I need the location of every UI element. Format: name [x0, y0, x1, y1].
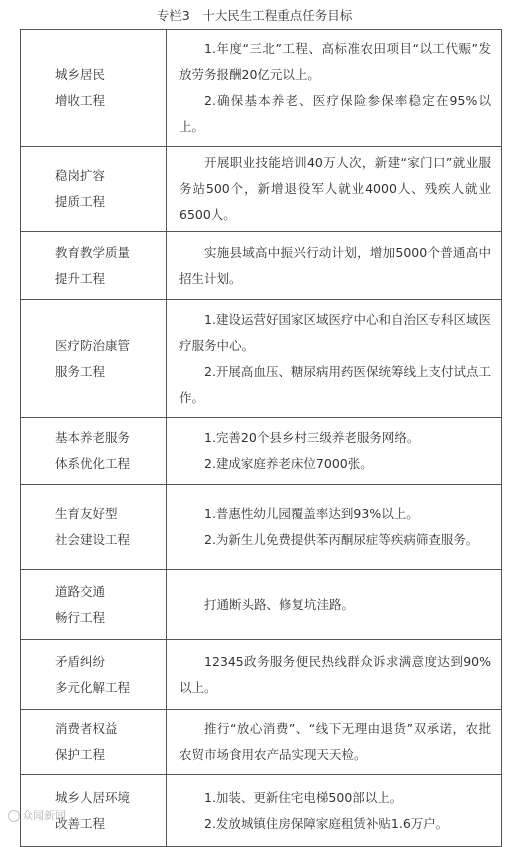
project-name-cell	[21, 640, 167, 710]
project-name-line: 改善工程	[55, 815, 106, 831]
task-target-text: 推行“放心消费”、“线下无理由退货”双承诺，农批农贸市场食用农产品实现天天检。	[179, 721, 491, 762]
table-row	[21, 570, 502, 640]
project-name-line: 提质工程	[55, 194, 106, 209]
watermark-text: 众闻新闻	[22, 809, 66, 822]
project-name-cell	[21, 710, 167, 775]
task-target-text: 2.发放城镇住房保障家庭租赁补贴1.6万户。	[204, 815, 449, 831]
project-name-line: 教育教学质量	[55, 244, 131, 260]
project-name-line: 矛盾纠纷	[55, 653, 106, 669]
table-row	[21, 30, 502, 147]
task-target-text: 2.为新生儿免费提供苯丙酮尿症等疾病筛查服务。	[204, 532, 479, 547]
project-name-line: 体系优化工程	[55, 456, 131, 471]
project-name-line: 稳岗扩容	[55, 168, 106, 183]
task-target-text: 打通断头路、修复坑洼路。	[204, 596, 355, 612]
watermark-logo-icon	[8, 810, 20, 822]
project-name-cell	[21, 232, 167, 300]
task-target-cell	[167, 30, 502, 147]
project-name-cell	[21, 485, 167, 570]
task-target-cell	[167, 418, 502, 485]
table-row	[21, 300, 502, 418]
task-target-text: 实施县域高中振兴行动计划，增加5000个普通高中招生计划。	[179, 244, 491, 286]
task-target-text: 开展职业技能培训40万人次，新建“家门口”就业服务站500个，新增退役军人就业4000人、残疾人就业6500人。	[179, 155, 491, 222]
task-table-body	[21, 30, 502, 847]
task-target-text: 1.建设运营好国家区域医疗中心和自治区专科区域医疗服务中心。	[179, 311, 491, 353]
task-target-text: 1.普惠性幼儿园覆盖率达到93%以上。	[204, 506, 419, 521]
project-name-line: 城乡居民	[55, 67, 106, 82]
task-target-cell	[167, 775, 502, 847]
table-row	[21, 418, 502, 485]
task-target-text: 1.完善20个县乡村三级养老服务网络。	[204, 430, 420, 445]
task-target-cell	[167, 485, 502, 570]
project-name-line: 社会建设工程	[55, 532, 131, 547]
project-name-line: 消费者权益	[55, 721, 118, 736]
task-target-cell	[167, 232, 502, 300]
table-row	[21, 147, 502, 232]
project-name-cell	[21, 570, 167, 640]
project-name-line: 畅行工程	[55, 609, 106, 625]
project-name-line: 增收工程	[55, 93, 106, 108]
task-target-cell	[167, 710, 502, 775]
table-row	[21, 640, 502, 710]
project-name-cell	[21, 30, 167, 147]
project-name-line: 保护工程	[55, 747, 106, 762]
task-target-text: 12345政务服务便民热线群众诉求满意度达到90%以上。	[179, 653, 491, 695]
table-caption: 专栏3 十大民生工程重点任务目标	[156, 8, 353, 23]
table-row	[21, 710, 502, 775]
project-name-cell	[21, 300, 167, 418]
task-target-text: 2.开展高血压、糖尿病用药医保统筹线上支付试点工作。	[179, 363, 491, 405]
task-target-text: 1.加装、更新住宅电梯500部以上。	[204, 789, 403, 805]
task-target-text: 2.建成家庭养老床位7000张。	[204, 456, 373, 471]
table-row	[21, 232, 502, 300]
project-name-cell	[21, 147, 167, 232]
project-name-line: 多元化解工程	[55, 679, 131, 695]
task-target-cell	[167, 147, 502, 232]
table-row	[21, 775, 502, 847]
task-table	[20, 29, 502, 847]
watermark	[8, 809, 66, 823]
table-row	[21, 485, 502, 570]
task-target-text: 2.确保基本养老、医疗保险参保率稳定在95%以上。	[179, 93, 491, 134]
task-target-cell	[167, 640, 502, 710]
task-target-cell	[167, 300, 502, 418]
project-name-cell	[21, 418, 167, 485]
project-name-line: 医疗防治康管	[55, 337, 131, 353]
project-name-line: 城乡人居环境	[55, 789, 131, 805]
task-target-cell	[167, 570, 502, 640]
project-name-line: 提升工程	[55, 270, 106, 286]
project-name-line: 基本养老服务	[55, 430, 131, 445]
project-name-line: 道路交通	[55, 583, 106, 599]
task-target-text: 1.年度“三北”工程、高标准农田项目“以工代赈”发放劳务报酬20亿元以上。	[179, 41, 491, 82]
project-name-line: 服务工程	[55, 363, 106, 379]
project-name-line: 生育友好型	[55, 506, 118, 521]
